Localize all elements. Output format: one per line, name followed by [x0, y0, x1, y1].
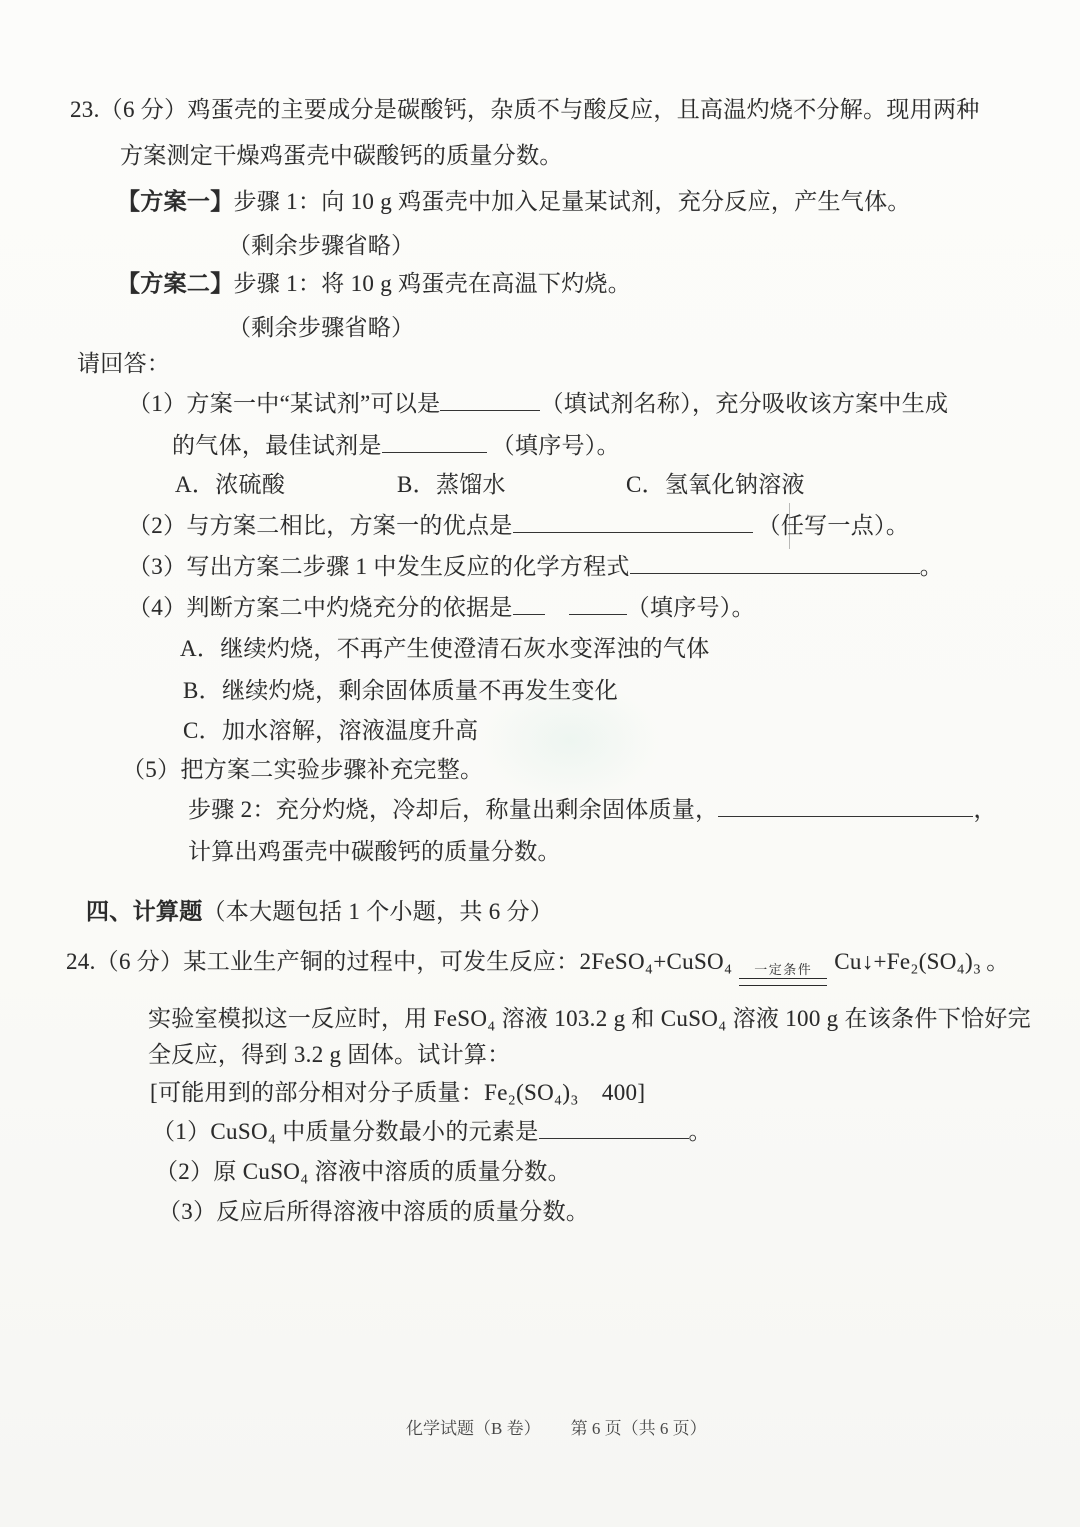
- sub1-line2-suf: （填序号）。: [491, 433, 620, 458]
- q24-body-text1: 实验室模拟这一反应时，用 FeSO₄ 溶液 103.2 g 和 CuSO₄ 溶液 100 g 在该条件下恰好完: [148, 1006, 1031, 1031]
- option-c-label: C．: [626, 472, 665, 497]
- q23-intro-text2: 方案测定干燥鸡蛋壳中碳酸钙的质量分数。: [120, 143, 563, 168]
- sub3-number: （3）: [128, 554, 187, 579]
- sub4-option-a-text: 继续灼烧，不再产生使澄清石灰水变浑浊的气体: [220, 636, 710, 661]
- q24-sub2-text: 原 CuSO₄ 溶液中溶质的质量分数。: [213, 1159, 571, 1184]
- section4-heading: [86, 898, 553, 927]
- sub5-number: （5）: [122, 757, 181, 782]
- q24-sub3-text: 反应后所得溶液中溶质的质量分数。: [216, 1199, 590, 1224]
- sub5-text: 把方案二实验步骤补充完整。: [180, 757, 484, 782]
- q23-plan2: [117, 270, 631, 299]
- plan2-text: 步骤 1：将 10 g 鸡蛋壳在高温下灼烧。: [233, 271, 632, 296]
- double-equals-line: [739, 978, 827, 986]
- equation-period: 。: [986, 949, 1010, 974]
- q23-sub5: [122, 756, 483, 785]
- q23-sub1-line2: [172, 432, 620, 461]
- answer-blank: [440, 406, 540, 411]
- footer-title: 化学试题（B 卷）: [406, 1419, 541, 1438]
- q23-sub4: [128, 594, 755, 623]
- answer-blank: [539, 1134, 689, 1139]
- section4-note: （本大题包括 1 个小题，共 6 分）: [202, 899, 554, 924]
- footer-page-number: 第 6 页（共 6 页）: [570, 1419, 707, 1438]
- q23-option-c: [626, 471, 805, 500]
- step2-suf: ，: [973, 797, 997, 822]
- plan1-omit-text: （剩余步骤省略）: [228, 233, 415, 258]
- sub3-pre: 写出方案二步骤 1 中发生反应的化学方程式: [186, 554, 630, 579]
- sub4-option-c-label: C．: [183, 718, 222, 743]
- q24-sub1-number: （1）: [152, 1119, 211, 1144]
- sub4-pre: 判断方案二中灼烧充分的依据是: [186, 595, 513, 620]
- section4-title: 四、计算题: [86, 899, 203, 924]
- q24-score: （6 分）: [95, 949, 184, 974]
- q23-intro-line2: [120, 142, 563, 171]
- plan2-label: 【方案二】: [117, 271, 234, 296]
- q24-intro-text: 某工业生产铜的过程中，可发生反应：: [183, 949, 580, 974]
- option-a-label: A．: [175, 472, 216, 497]
- sub2-pre: 与方案二相比，方案一的优点是: [186, 513, 513, 538]
- sub2-suf: （任写一点）。: [757, 513, 910, 538]
- step2-line2-text: 计算出鸡蛋壳中碳酸钙的质量分数。: [188, 839, 561, 864]
- scan-artifact-line: [789, 503, 790, 549]
- q23-please-answer: [77, 350, 170, 379]
- q24-hint: [150, 1079, 645, 1108]
- sub1-line2-pre: 的气体，最佳试剂是: [172, 433, 382, 458]
- reaction-condition: [739, 963, 827, 986]
- q24-body-text2: 全反应，得到 3.2 g 固体。试计算：: [148, 1042, 511, 1067]
- equation-left: 2FeSO₄+CuSO₄: [579, 949, 733, 974]
- q24-sub1: [152, 1118, 712, 1147]
- q23-plan1-omit: [228, 232, 414, 261]
- q23-option-a: [175, 471, 285, 500]
- q24-sub2-number: （2）: [155, 1159, 214, 1184]
- sub4-option-c-text: 加水溶解，溶液温度升高: [221, 718, 479, 743]
- q24-sub1-suf: 。: [688, 1119, 712, 1144]
- answer-blank: [382, 448, 487, 453]
- q24-intro-line: [66, 948, 1010, 986]
- q24-body-line2: [148, 1041, 511, 1070]
- q23-plan1: [117, 188, 911, 217]
- q23-sub5-line2: [188, 838, 561, 867]
- answer-blank: [569, 610, 627, 615]
- sub4-option-b-label: B．: [183, 678, 222, 703]
- sub1-mid: （填试剂名称），充分吸收该方案中生成: [540, 391, 949, 416]
- sub4-option-b-text: 继续灼烧，剩余固体质量不再发生变化: [221, 678, 619, 703]
- plan2-omit-text: （剩余步骤省略）: [228, 315, 415, 340]
- sub4-number: （4）: [128, 595, 187, 620]
- answer-blank: [630, 569, 920, 574]
- q23-number: 23.: [70, 97, 100, 122]
- answer-blank: [513, 528, 753, 533]
- q23-sub2: [128, 512, 909, 541]
- plan1-label: 【方案一】: [117, 189, 234, 214]
- q24-body-line1: [148, 1005, 1031, 1034]
- option-b-label: B．: [397, 472, 436, 497]
- q23-sub3: [128, 553, 943, 582]
- answer-blank: [718, 812, 973, 817]
- q23-option-b: [397, 471, 506, 500]
- please-answer-text: 请回答：: [77, 351, 171, 376]
- q23-score: （6 分）: [99, 97, 188, 122]
- sub3-suf: 。: [919, 554, 944, 579]
- sub1-number: （1）: [128, 391, 187, 416]
- condition-text: 一定条件: [754, 962, 813, 977]
- q24-sub3: [158, 1198, 589, 1227]
- step2-pre: 步骤 2：充分灼烧，冷却后，称量出剩余固体质量，: [188, 797, 719, 822]
- q24-sub3-number: （3）: [158, 1199, 217, 1224]
- q23-sub4-option-c: [183, 717, 478, 746]
- q24-sub2: [155, 1158, 571, 1187]
- sub2-number: （2）: [128, 513, 187, 538]
- q24-hint-text: [可能用到的部分相对分子质量：Fe₂(SO₄)₃ 400]: [150, 1080, 646, 1105]
- q23-sub4-option-b: [183, 677, 618, 706]
- q23-sub4-option-a: [180, 635, 710, 664]
- answer-blank: [513, 610, 545, 615]
- page-footer: [406, 1414, 707, 1439]
- option-a-text: 浓硫酸: [215, 472, 286, 497]
- option-b-text: 蒸馏水: [435, 472, 506, 497]
- q23-plan2-omit: [228, 314, 414, 343]
- q24-number: 24.: [66, 949, 96, 974]
- q23-sub5-step2: [188, 796, 997, 825]
- equation-right: Cu↓+Fe₂(SO₄)₃: [834, 949, 982, 974]
- q23-intro-text: 鸡蛋壳的主要成分是碳酸钙，杂质不与酸反应，且高温灼烧不分解。现用两种: [187, 97, 980, 122]
- q23-sub1-line1: [128, 390, 948, 419]
- option-c-text: 氢氧化钠溶液: [664, 472, 805, 497]
- plan1-text: 步骤 1：向 10 g 鸡蛋壳中加入足量某试剂，充分反应，产生气体。: [233, 189, 911, 214]
- sub4-option-a-label: A．: [180, 636, 221, 661]
- sub1-pre: 方案一中“某试剂”可以是: [186, 391, 441, 416]
- q23-intro-line1: [70, 96, 980, 125]
- q24-sub1-pre: CuSO₄ 中质量分数最小的元素是: [210, 1119, 539, 1144]
- sub4-suf: （填序号）。: [626, 595, 755, 620]
